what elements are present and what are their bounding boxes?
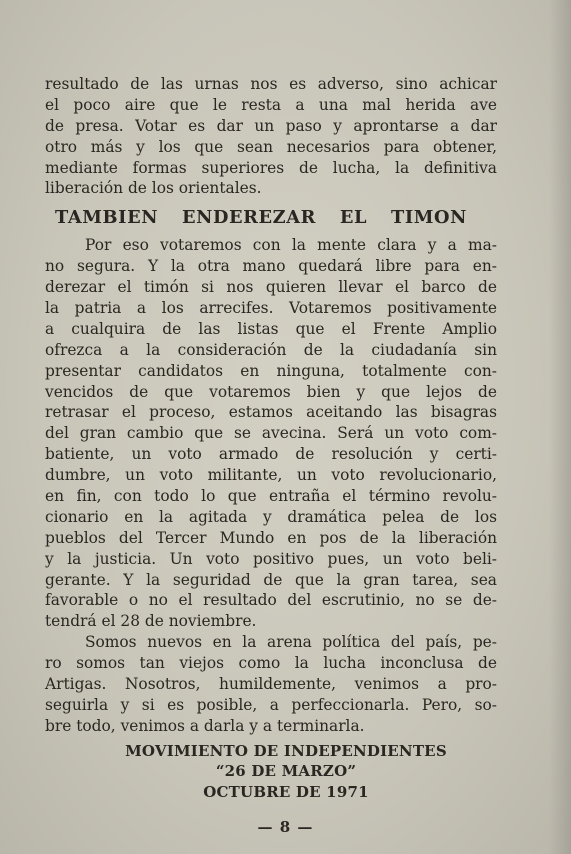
text-line: la patria a los arrecifes. Votaremos positivamente xyxy=(45,299,497,318)
paragraph-intro xyxy=(45,74,497,199)
text-line: mediante formas superiores de lucha, la definitiva xyxy=(45,158,497,177)
text-line: retrasar el proceso, estamos aceitando las bisagras xyxy=(45,403,497,422)
text-line: en fin, con todo lo que entraña el término revolu- xyxy=(45,487,497,506)
section-heading: TAMBIEN ENDEREZAR EL TIMON xyxy=(55,207,467,229)
text-line: resultado de las urnas nos es adverso, sino achicar xyxy=(45,75,497,93)
text-line: y la justicia. Un voto positivo pues, un voto beli- xyxy=(45,549,497,568)
signature-name: “26 DE MARZO” xyxy=(215,762,357,781)
signature-date: OCTUBRE DE 1971 xyxy=(203,782,369,801)
paragraph-closing xyxy=(45,632,497,736)
signature-block xyxy=(75,741,497,803)
text-line: ofrezca a la consideración de la ciudadanía sin xyxy=(45,340,497,359)
page-number: — 8 — xyxy=(257,818,314,836)
text-line: Por eso votaremos con la mente clara y a ma- xyxy=(85,236,497,255)
text-line: del gran cambio que se avecina. Será un voto com- xyxy=(45,424,497,443)
text-line: Artigas. Nosotros, humildemente, venimos a pro- xyxy=(45,675,497,694)
text-line: de presa. Votar es dar un paso y aprontarse a dar xyxy=(45,116,497,135)
signature-organization: MOVIMIENTO DE INDEPENDIENTES xyxy=(125,741,447,760)
text-line: Somos nuevos en la arena política del país, pe- xyxy=(85,633,497,652)
text-line: gerante. Y la seguridad de que la gran tarea, sea xyxy=(45,570,497,589)
text-line: liberación de los orientales. xyxy=(45,179,262,198)
text-line: dumbre, un voto militante, un voto revolucionario, xyxy=(45,466,497,485)
text-line: no segura. Y la otra mano quedará libre para en- xyxy=(45,257,497,276)
text-line: presentar candidatos en ninguna, totalmente con- xyxy=(45,361,497,380)
document-body xyxy=(45,74,497,802)
text-line: pueblos del Tercer Mundo en pos de la liberación xyxy=(45,528,497,547)
text-line: a cualquira de las listas que el Frente Amplio xyxy=(45,319,497,338)
text-line: otro más y los que sean necesarios para obtener, xyxy=(45,137,497,156)
text-line: ro somos tan viejos como la lucha inconclusa de xyxy=(45,654,497,673)
text-line: el poco aire que le resta a una mal herida ave xyxy=(45,95,497,114)
text-line: seguirla y si es posible, a perfeccionarla. Pero, so- xyxy=(45,695,497,714)
text-line: bre todo, venimos a darla y a terminarla. xyxy=(45,716,365,735)
page-spine-shadow xyxy=(549,0,571,854)
text-line: cionario en la agitada y dramática pelea de los xyxy=(45,507,497,526)
text-line: tendrá el 28 de noviembre. xyxy=(45,612,257,631)
text-line: derezar el timón si nos quieren llevar el barco de xyxy=(45,278,497,297)
text-line: vencidos de que votaremos bien y que lejos de xyxy=(45,382,497,401)
text-line: favorable o no el resultado del escrutinio, no se de- xyxy=(45,591,497,610)
text-line: batiente, un voto armado de resolución y certi- xyxy=(45,445,497,464)
paragraph-main xyxy=(45,235,497,632)
